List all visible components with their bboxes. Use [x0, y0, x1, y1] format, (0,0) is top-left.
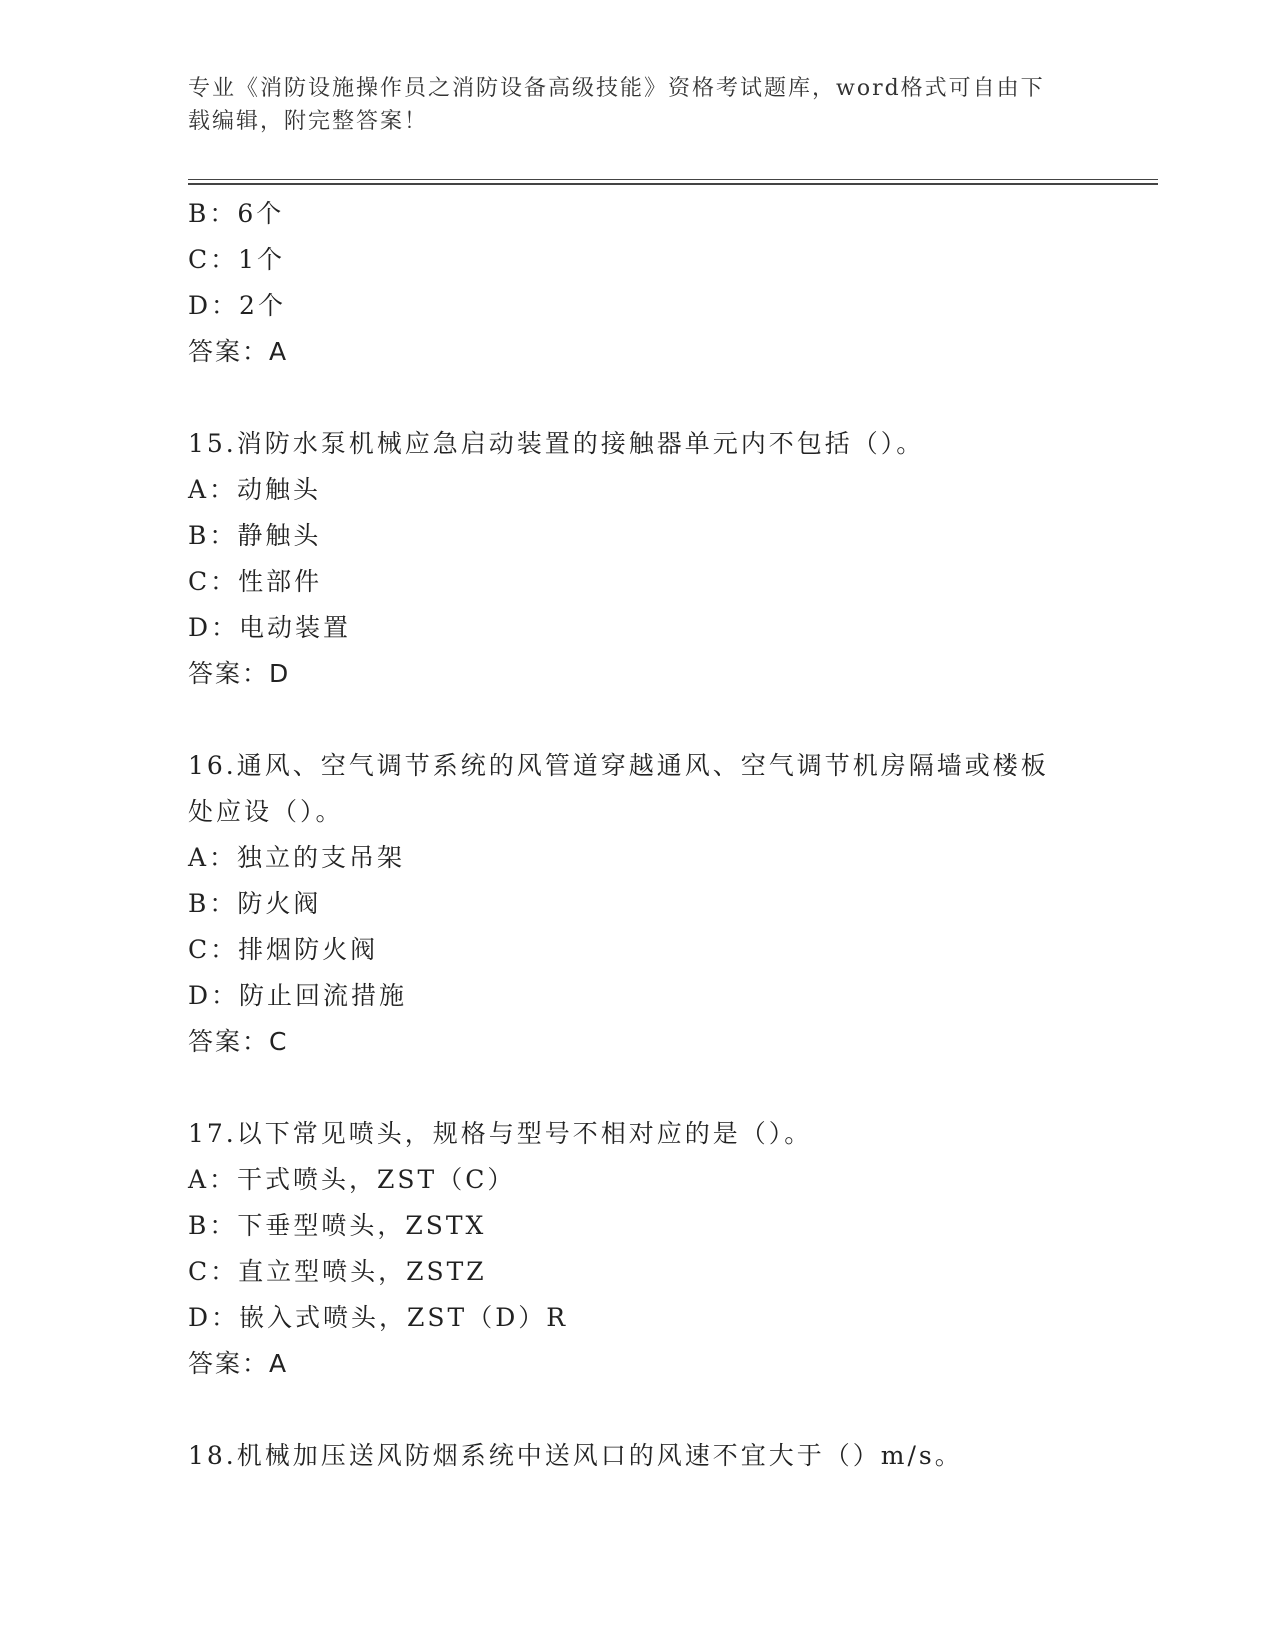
- option-b: B：6个: [188, 199, 285, 228]
- answer-line: 答案：A: [188, 337, 289, 366]
- question-stem: 17.以下常见喷头，规格与型号不相对应的是（）。: [188, 1119, 813, 1148]
- header-divider-thick: [188, 183, 1158, 185]
- option-d: D：电动装置: [188, 613, 352, 642]
- option-a: A：独立的支吊架: [188, 843, 406, 872]
- header-line-2: 载编辑，附完整答案！: [188, 109, 429, 134]
- question-stem-line-2: 处应设（）。: [188, 797, 344, 826]
- question-block-16: [188, 743, 1088, 1065]
- question-block-18: [188, 1433, 1088, 1479]
- option-c: C：排烟防火阀: [188, 935, 379, 964]
- option-a: A：干式喷头，ZST（C）: [188, 1165, 516, 1194]
- option-b: B：静触头: [188, 521, 322, 550]
- document-header: [188, 72, 1078, 138]
- option-d: D：嵌入式喷头，ZST（D）R: [188, 1303, 569, 1332]
- option-d: D：防止回流措施: [188, 981, 408, 1010]
- option-c: C：1个: [188, 245, 286, 274]
- option-b: B：防火阀: [188, 889, 322, 918]
- option-d: D：2个: [188, 291, 286, 320]
- header-line-1: 专业《消防设施操作员之消防设备高级技能》资格考试题库，word格式可自由下: [188, 76, 1045, 101]
- answer-line: 答案：C: [188, 1027, 289, 1056]
- answer-line: 答案：A: [188, 1349, 289, 1378]
- question-block-15: [188, 421, 1088, 697]
- question-block-17: [188, 1111, 1088, 1387]
- question-block-prev: [188, 191, 1088, 375]
- question-stem: 18.机械加压送风防烟系统中送风口的风速不宜大于（）m/s。: [188, 1441, 963, 1470]
- option-c: C：性部件: [188, 567, 323, 596]
- option-b: B：下垂型喷头，ZSTX: [188, 1211, 487, 1240]
- question-list: [188, 191, 1088, 1479]
- question-stem-line-1: 16.通风、空气调节系统的风管道穿越通风、空气调节机房隔墙或楼板: [188, 751, 1049, 780]
- answer-line: 答案：D: [188, 659, 291, 688]
- option-a: A：动触头: [188, 475, 322, 504]
- question-stem: 15.消防水泵机械应急启动装置的接触器单元内不包括（）。: [188, 429, 925, 458]
- option-c: C：直立型喷头，ZSTZ: [188, 1257, 487, 1286]
- header-divider-thin: [188, 179, 1158, 180]
